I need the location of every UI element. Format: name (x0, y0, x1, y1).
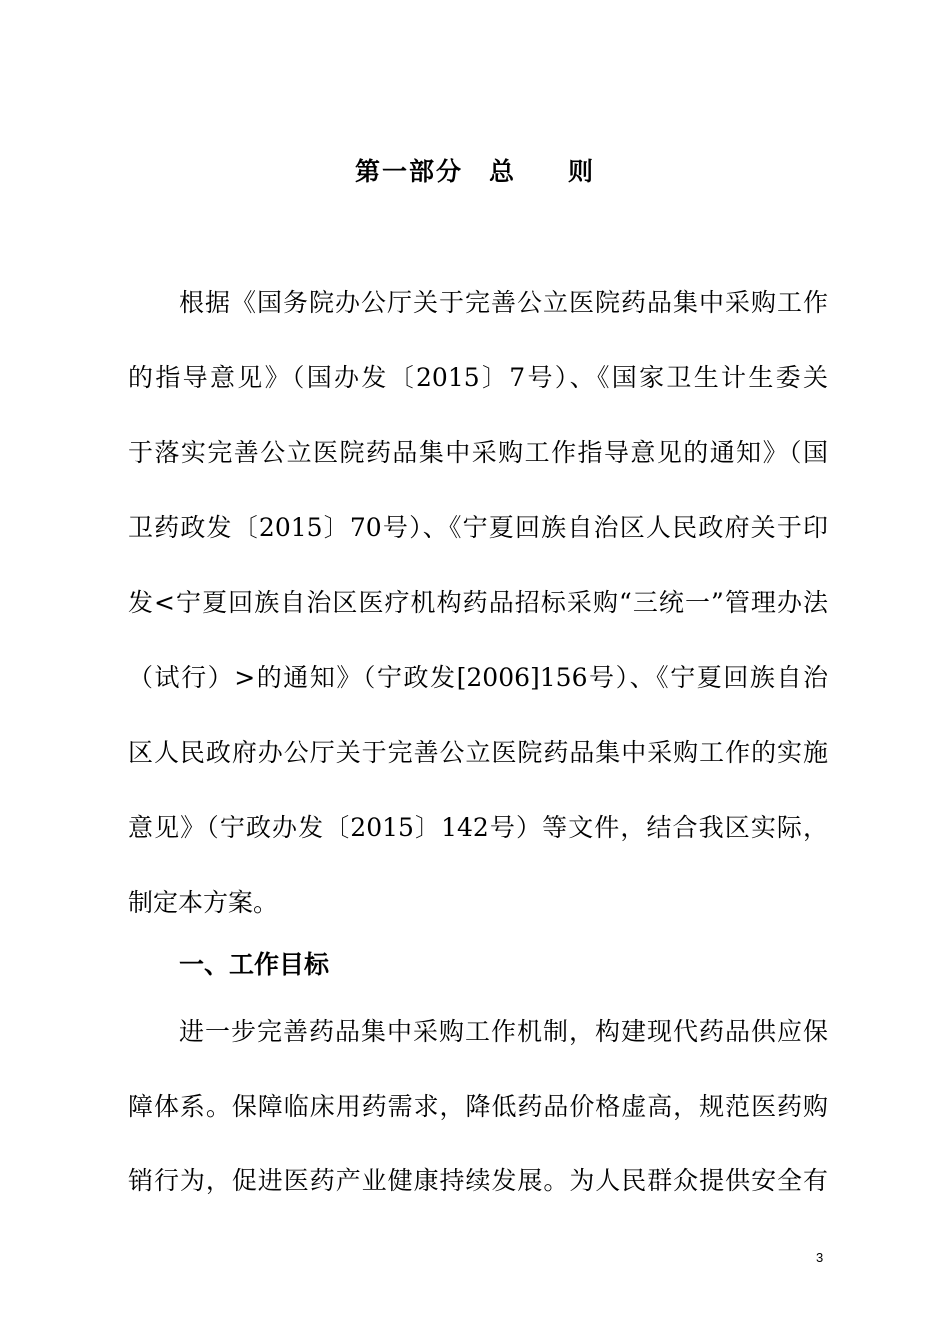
page-title (0, 152, 950, 192)
paragraph-1-line: 区人民政府办公厅关于完善公立医院药品集中采购工作的实施 (128, 738, 828, 767)
paragraph-1-line: 卫药政发〔2015〕70号）、《宁夏回族自治区人民政府关于印 (128, 513, 828, 542)
paragraph-1-line: 意见》（宁政办发〔2015〕142号）等文件，结合我区实际， (128, 813, 828, 842)
paragraph-2-line: 障体系。保障临床用药需求，降低药品价格虚高，规范医药购 (128, 1092, 828, 1121)
paragraph-2-line: 进一步完善药品集中采购工作机制，构建现代药品供应保 (179, 1017, 828, 1046)
title-word-1: 总 (488, 157, 516, 186)
paragraph-1-line: （试行）>的通知》（宁政发[2006]156号）、《宁夏回族自治 (128, 663, 828, 692)
paragraph-1-line: 发<宁夏回族自治区医疗机构药品招标采购“三统一”管理办法 (128, 588, 828, 617)
paragraph-1-line: 于落实完善公立医院药品集中采购工作指导意见的通知》（国 (128, 438, 828, 467)
paragraph-2-line: 销行为，促进医药产业健康持续发展。为人民群众提供安全有 (128, 1166, 828, 1195)
section-heading: 一、工作目标 (179, 950, 330, 979)
paragraph-1-line: 根据《国务院办公厅关于完善公立医院药品集中采购工作 (179, 288, 828, 317)
paragraph-1-line: 的指导意见》（国办发〔2015〕7号）、《国家卫生计生委关 (128, 363, 828, 392)
title-word-2: 则 (568, 157, 596, 186)
page-number: 3 (816, 1250, 824, 1265)
title-part: 第一部分 (354, 157, 463, 186)
paragraph-1-line: 制定本方案。 (128, 888, 279, 917)
